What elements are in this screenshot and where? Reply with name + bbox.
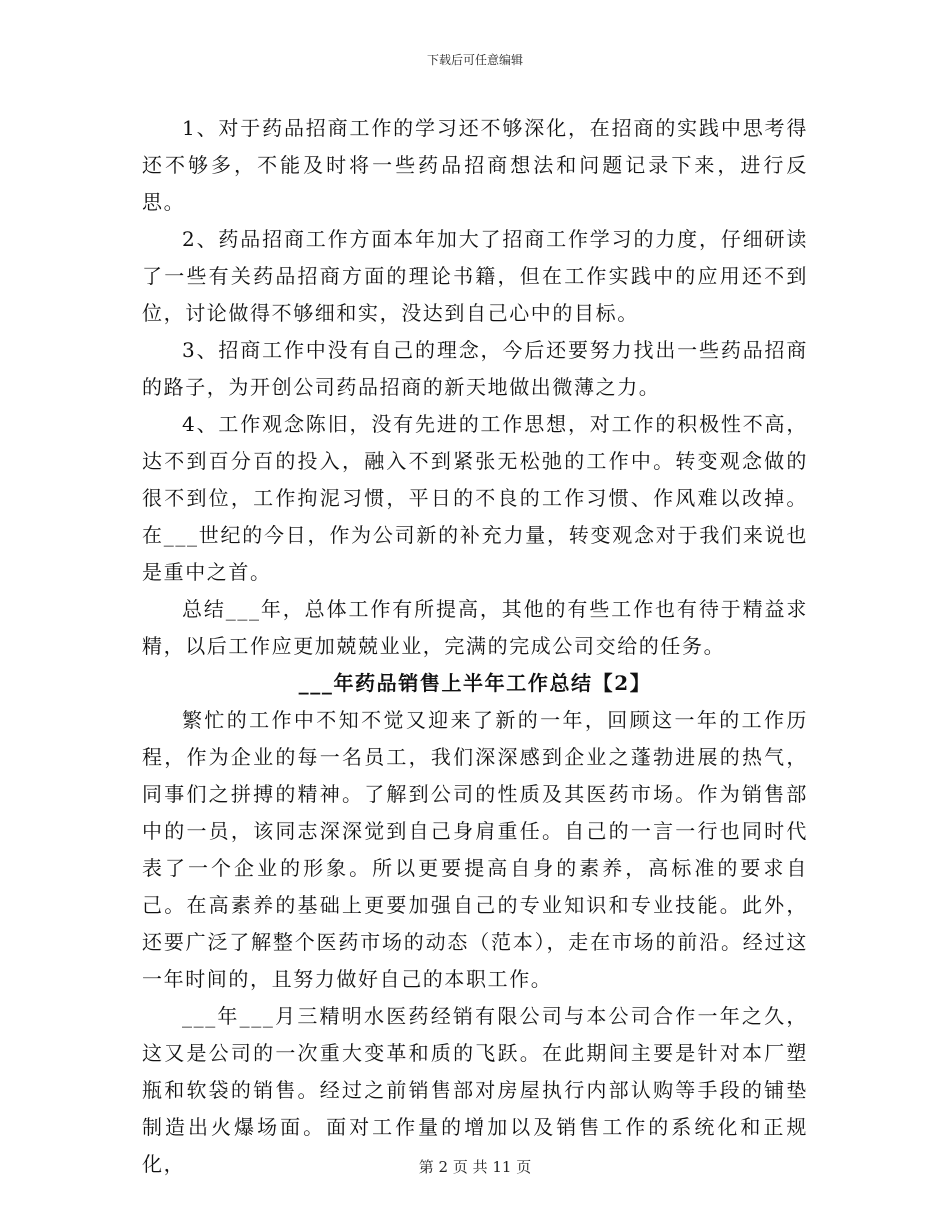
paragraph-intro: 繁忙的工作中不知不觉又迎来了新的一年，回顾这一年的工作历程，作为企业的每一名员工，我们深深感到企业之蓬勃进展的热气，同事们之拼搏的精神。了解到公司的性质及其医药市场。作为销售部中的一员，该同志深深觉到自己身肩重任。自己的一言一行也同时代表了一个企业的形象。所以更要提高自身的素养，高标准的要求自己。在高素养的基础上更要加强自己的专业知识和专业技能。此外，还要广泛了解整个医药市场的动态（范本），走在市场的前沿。经过这一年时间的，且努力做好自己的本职工作。: [142, 708, 808, 991]
document-body: [142, 110, 808, 1183]
page-header: 下载后可任意编辑: [426, 53, 523, 67]
section-title: ___年药品销售上半年工作总结【2】: [298, 671, 652, 695]
paragraph-4: 4、工作观念陈旧，没有先进的工作思想，对工作的积极性不高，达不到百分百的投入，融入不到紧张无松弛的工作中。转变观念做的很不到位，工作拘泥习惯，平日的不良的工作习惯、作风难以改掉。在___世纪的今日，作为公司新的补充力量，转变观念对于我们来说也是重中之首。: [142, 412, 808, 584]
paragraph-2: 2、药品招商工作方面本年加大了招商工作学习的力度，仔细研读了一些有关药品招商方面的理论书籍，但在工作实践中的应用还不到位，讨论做得不够细和实，没达到自己心中的目标。: [142, 227, 808, 325]
paragraph-3: 3、招商工作中没有自己的理念，今后还要努力找出一些药品招商的路子，为开创公司药品招商的新天地做出微薄之力。: [142, 338, 808, 399]
page-footer: 第 2 页 共 11 页: [418, 1158, 532, 1176]
paragraph-cooperation: ___年___月三精明水医药经销有限公司与本公司合作一年之久，这又是公司的一次重大变革和质的飞跃。在此期间主要是针对本厂塑瓶和软袋的销售。经过之前销售部对房屋执行内部认购等手段的铺垫制造出火爆场面。面对工作量的增加以及销售工作的系统化和正规化，: [142, 1004, 808, 1176]
paragraph-summary: 总结___年，总体工作有所提高，其他的有些工作也有待于精益求精，以后工作应更加兢兢业业，完满的完成公司交给的任务。: [142, 597, 808, 658]
paragraph-1: 1、对于药品招商工作的学习还不够深化，在招商的实践中思考得还不够多，不能及时将一些药品招商想法和问题记录下来，进行反思。: [142, 116, 808, 214]
